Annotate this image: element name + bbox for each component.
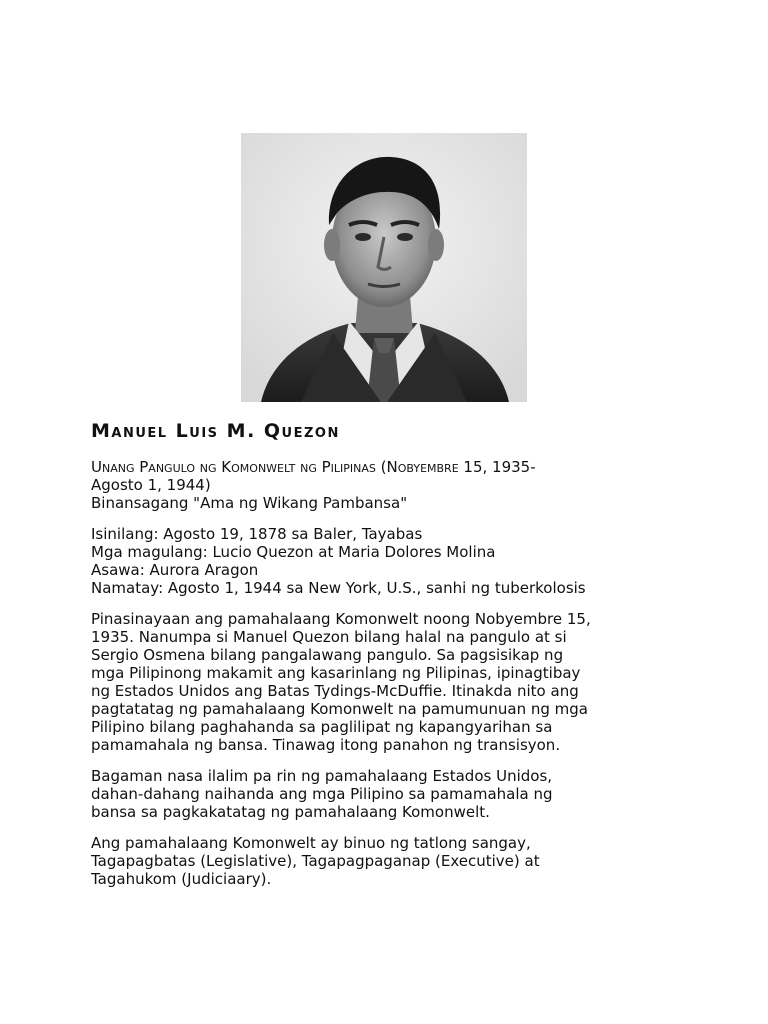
fact-death: Namatay: Agosto 1, 1944 sa New York, U.S., sanhi ng tuberkolosis (91, 579, 586, 597)
paragraph-2 (91, 767, 691, 821)
paragraph-line: Bagaman nasa ilalim pa rin ng pamahalaang Estados Unidos, (91, 767, 553, 785)
subtitle-month: Nobyembre (386, 458, 459, 476)
fact-birth: Isinilang: Agosto 19, 1878 sa Baler, Tayabas (91, 525, 423, 543)
subtitle-date: 15, 1935- (458, 458, 536, 476)
paragraph-line: Ang pamahalaang Komonwelt ay binuo ng tatlong sangay, (91, 834, 531, 852)
paragraph-line: Tagahukom (Judiciaary). (91, 870, 272, 888)
paragraph-line: Pinasinayaan ang pamahalaang Komonwelt noong Nobyembre 15, (91, 610, 591, 628)
paragraph-line: mga Pilipinong makamit ang kasarinlang ng Pilipinas, ipinagtibay (91, 664, 581, 682)
paragraph-1 (91, 610, 691, 754)
paragraph-line: dahan-dahang naihanda ang mga Pilipino sa pamamahala ng (91, 785, 553, 803)
fact-parents: Mga magulang: Lucio Quezon at Maria Dolores Molina (91, 543, 496, 561)
nickname-line: Binansagang "Ama ng Wikang Pambansa" (91, 494, 408, 512)
paragraph-line: 1935. Nanumpa si Manuel Quezon bilang halal na pangulo at si (91, 628, 567, 646)
paragraph-line: ng Estados Unidos ang Batas Tydings-McDuffie. Itinakda nito ang (91, 682, 579, 700)
paragraph-line: pagtatatag ng pamahalaang Komonwelt na pamumunuan ng mga (91, 700, 588, 718)
subtitle-text: Unang Pangulo ng Komonwelt ng Pilipinas ( (91, 458, 387, 476)
paragraph-line: Tagapagbatas (Legislative), Tagapagpaganap (Executive) at (91, 852, 540, 870)
fact-spouse: Asawa: Aurora Aragon (91, 561, 259, 579)
portrait-photo (241, 133, 527, 402)
subtitle-line (91, 458, 691, 476)
portrait-image (241, 133, 527, 402)
facts-list (91, 525, 691, 597)
document-body (91, 418, 691, 888)
paragraph-line: Pilipino bilang paghahanda sa paglilipat ng kapangyarihan sa (91, 718, 553, 736)
paragraph-line: Sergio Osmena bilang pangalawang pangulo. Sa pagsisikap ng (91, 646, 564, 664)
subtitle-line-2: Agosto 1, 1944) (91, 476, 211, 494)
person-name-heading: Manuel Luis M. Quezon (91, 420, 340, 442)
paragraph-line: bansa sa pagkakatatag ng pamahalaang Komonwelt. (91, 803, 490, 821)
paragraph-line: pamamahala ng bansa. Tinawag itong panahon ng transisyon. (91, 736, 561, 754)
paragraph-3 (91, 834, 691, 888)
